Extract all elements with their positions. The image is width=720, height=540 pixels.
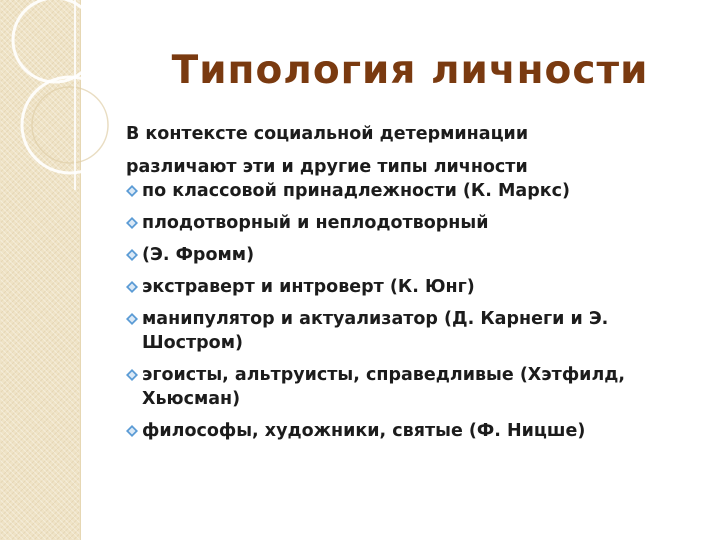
list-item xyxy=(126,419,706,443)
list-item xyxy=(126,211,706,235)
list-item-text: философы, художники, святые (Ф. Ницше) xyxy=(142,421,586,441)
list-item xyxy=(126,307,706,355)
list-item xyxy=(126,275,706,299)
personality-types-list xyxy=(126,179,706,451)
list-item-text: плодотворный и неплодотворный xyxy=(142,213,489,233)
decorative-circles xyxy=(0,0,140,200)
list-item xyxy=(126,243,706,267)
slide-title: Типология личности xyxy=(171,48,649,93)
diamond-bullet-icon xyxy=(126,363,142,387)
diamond-bullet-icon xyxy=(126,211,142,235)
diamond-bullet-icon xyxy=(126,419,142,443)
list-item xyxy=(126,179,706,203)
list-item-text: манипулятор и актуализатор (Д. Карнеги и Э. Шостром) xyxy=(142,309,609,353)
diamond-bullet-icon xyxy=(126,307,142,331)
intro-line: В контексте социальной детерминации xyxy=(126,124,529,144)
diamond-bullet-icon xyxy=(126,275,142,299)
list-item-text: по классовой принадлежности (К. Маркс) xyxy=(142,181,570,201)
intro-line: различают эти и другие типы личности xyxy=(126,157,528,177)
list-item-text: (Э. Фромм) xyxy=(142,245,255,265)
diamond-bullet-icon xyxy=(126,243,142,267)
list-item-text: экстраверт и интроверт (К. Юнг) xyxy=(142,277,475,297)
intro-text xyxy=(126,118,706,184)
list-item xyxy=(126,363,706,411)
diamond-bullet-icon xyxy=(126,179,142,203)
list-item-text: эгоисты, альтруисты, справедливые (Хэтфилд, Хьюсман) xyxy=(142,365,626,409)
